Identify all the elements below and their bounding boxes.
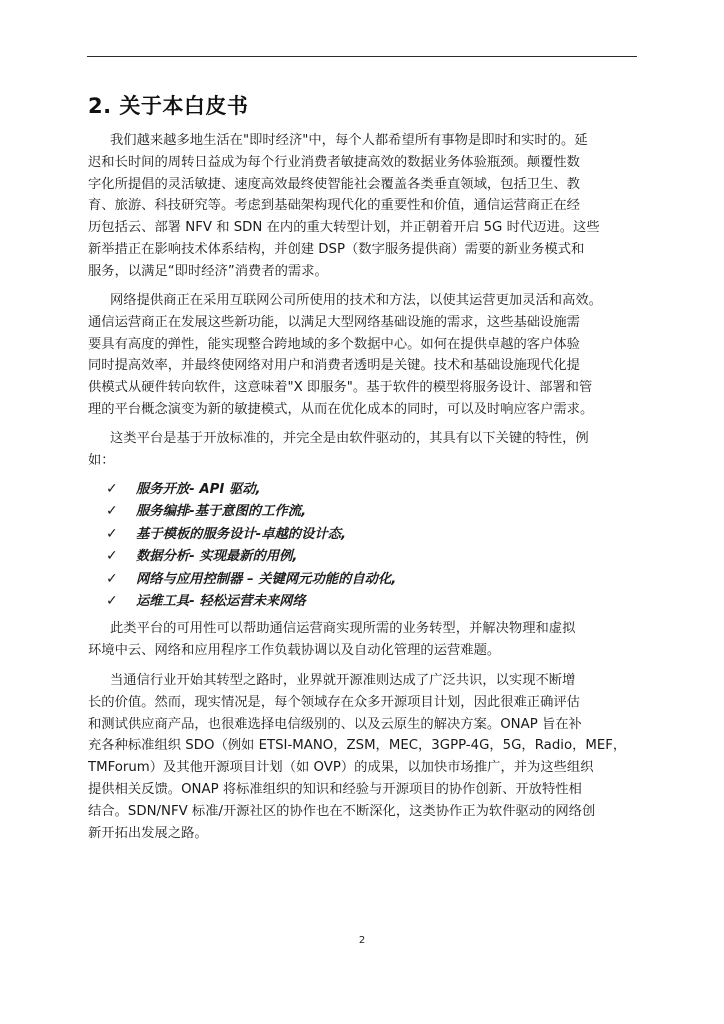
list-item-label: 数据分析- 实现最新的用例, <box>136 549 298 565</box>
paragraph-4 <box>88 618 648 662</box>
list-item-label: 基于模板的服务设计-卓越的设计态, <box>136 526 347 542</box>
paragraph-2 <box>88 290 648 421</box>
paragraph-line: 服务，以满足“即时经济”消费者的需求。 <box>88 263 328 279</box>
paragraph-line: 供模式从硬件转向软件，这意味着"X 即服务"。基于软件的模型将服务设计、部署和管 <box>88 380 593 396</box>
page-number: 2 <box>358 935 366 946</box>
paragraph-line: 字化所提倡的灵活敏捷、速度高效最终使智能社会覆盖各类垂直领域，包括卫生、教 <box>88 176 580 192</box>
list-item-label: 运维工具- 轻松运营未来网络 <box>136 593 306 609</box>
paragraph-line: 提供相关反馈。ONAP 将标准组织的知识和经验与开源项目的协作创新、开放特性相 <box>88 781 582 797</box>
header-rule <box>87 56 637 57</box>
paragraph-1 <box>88 130 648 283</box>
list-item-label: 服务开放- API 驱动, <box>136 482 261 497</box>
paragraph-line: 理的平台概念演变为新的敏捷模式，从而在优化成本的同时，可以及时响应客户需求。 <box>88 401 594 417</box>
paragraph-5 <box>88 670 648 844</box>
checkmark-icon: ✓ <box>106 503 118 520</box>
paragraph-line: 如： <box>88 452 115 468</box>
list-item <box>106 523 606 545</box>
paragraph-line: 要具有高度的弹性，能实现整合跨地域的多个数据中心。如何在提供卓越的客户体验 <box>88 336 580 352</box>
paragraph-line: 新开拓出发展之路。 <box>88 825 208 841</box>
paragraph-line: 我们越来越多地生活在"即时经济"中，每个人都希望所有事物是即时和实时的。延 <box>110 133 588 148</box>
paragraph-line: TMForum）及其他开源项目计划（如 OVP）的成果，以加快市场推广，并为这些组织 <box>88 760 594 776</box>
section-heading: 2. 关于本白皮书 <box>88 94 249 118</box>
list-item <box>106 478 606 500</box>
checkmark-icon: ✓ <box>106 525 118 542</box>
list-item <box>106 545 606 567</box>
checkmark-icon: ✓ <box>106 570 118 587</box>
checkmark-icon: ✓ <box>106 592 118 609</box>
paragraph-line: 新举措正在影响技术体系结构，并创建 DSP（数字服务提供商）需要的新业务模式和 <box>88 241 585 257</box>
paragraph-line: 历包括云、部署 NFV 和 SDN 在内的重大转型计划，并正朝着开启 5G 时代迈进。这些 <box>88 220 600 236</box>
paragraph-line: 环境中云、网络和应用程序工作负载协调以及自动化管理的运营难题。 <box>88 642 501 658</box>
checkmark-icon: ✓ <box>106 481 118 497</box>
paragraph-line: 充各种标准组织 SDO（例如 ETSI-MANO，ZSM，MEC，3GPP-4G，5G，Radio，MEF， <box>88 738 627 754</box>
paragraph-line: 当通信行业开始其转型之路时，业界就开源准则达成了广泛共识，以实现不断增 <box>110 673 576 688</box>
paragraph-line: 此类平台的可用性可以帮助通信运营商实现所需的业务转型，并解决物理和虚拟 <box>110 621 576 636</box>
paragraph-line: 迟和长时间的周转日益成为每个行业消费者敏捷高效的数据业务体验瓶颈。颠覆性数 <box>88 154 580 170</box>
paragraph-line: 和测试供应商产品，也很难选择电信级别的、以及云原生的解决方案。ONAP 旨在补 <box>88 716 582 732</box>
paragraph-line: 育、旅游、科技研究等。考虑到基础架构现代化的重要性和价值，通信运营商正在经 <box>88 198 580 214</box>
list-item-label: 网络与应用控制器 – 关键网元功能的自动化, <box>136 571 397 587</box>
paragraph-line: 结合。SDN/NFV 标准/开源社区的协作也在不断深化，这类协作正为软件驱动的网络创 <box>88 803 596 819</box>
paragraph-line: 这类平台是基于开放标准的，并完全是由软件驱动的，其具有以下关键的特性，例 <box>110 431 589 446</box>
feature-list <box>106 478 606 612</box>
list-item <box>106 590 606 612</box>
paragraph-line: 网络提供商正在采用互联网公司所使用的技术和方法，以使其运营更加灵活和高效。 <box>110 293 602 308</box>
checkmark-icon: ✓ <box>106 548 118 565</box>
paragraph-line: 长的价值。然而，现实情况是，每个领域存在众多开源项目计划，因此很难正确评估 <box>88 694 580 710</box>
list-item-label: 服务编排-基于意图的工作流, <box>136 504 307 520</box>
paragraph-line: 同时提高效率，并最终使网络对用户和消费者透明是关键。技术和基础设施现代化提 <box>88 358 580 374</box>
paragraph-3 <box>88 428 648 472</box>
list-item <box>106 500 606 522</box>
paragraph-line: 通信运营商正在发展这些新功能，以满足大型网络基础设施的需求，这些基础设施需 <box>88 314 580 330</box>
list-item <box>106 568 606 590</box>
